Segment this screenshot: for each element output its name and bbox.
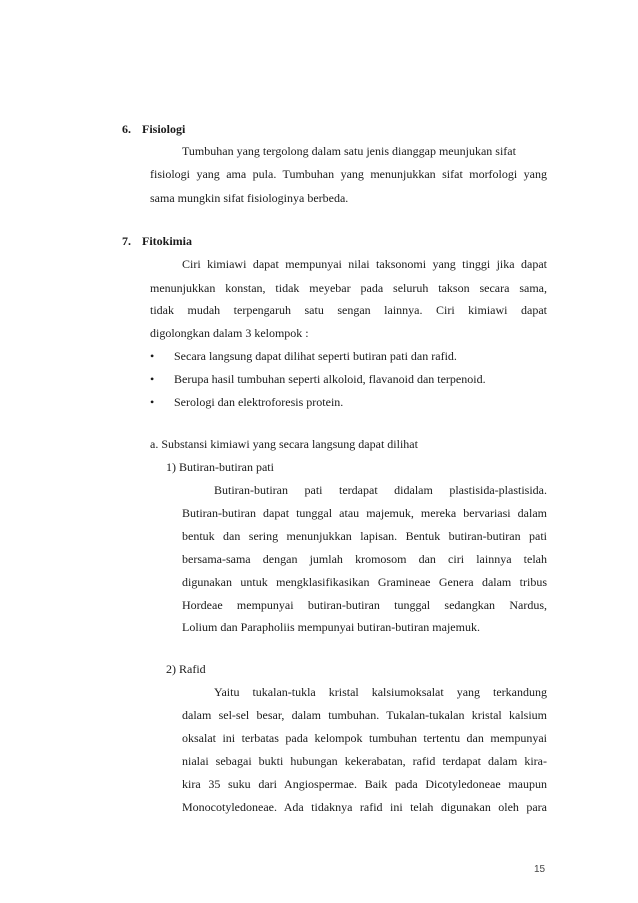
paragraph-line: Yaitu tukalan-tukla kristal kalsiumoksalat yang terkandung (214, 685, 547, 699)
paragraph-line: nialai sebagai bukti hubungan kekerabatan, rafid terdapat dalam kira- (182, 754, 547, 768)
paragraph-line: fisiologi yang ama pula. Tumbuhan yang menunjukkan sifat morfologi yang (150, 167, 547, 181)
paragraph-line: digolongkan dalam 3 kelompok : (150, 326, 309, 340)
paragraph-line: kira 35 suku dari Angiospermae. Baik pada Dicotyledoneae maupun (182, 777, 547, 791)
section-7-title: Fitokimia (142, 234, 192, 248)
paragraph-line: Butiran-butiran dapat tunggal atau majemuk, mereka bervariasi dalam (182, 506, 547, 520)
subsection-a-heading: a. Substansi kimiawi yang secara langsung dapat dilihat (150, 437, 418, 451)
paragraph-line: menunjukkan konstan, tidak meyebar pada seluruh takson secara sama, (150, 281, 547, 295)
paragraph-line: sama mungkin sifat fisiologinya berbeda. (150, 191, 349, 205)
paragraph-line: Monocotyledoneae. Ada tidaknya rafid ini telah digunakan oleh para (182, 800, 547, 814)
bullet-glyph: • (150, 395, 155, 409)
paragraph-line: Hordeae mempunyai butiran-butiran tunggal sedangkan Nardus, (182, 598, 547, 612)
section-7-heading (122, 234, 192, 249)
page-number: 15 (534, 864, 546, 875)
section-6-title: Fisiologi (142, 122, 186, 136)
paragraph-line: oksalat ini terbatas pada kelompok tumbuhan tertentu dan mempunyai (182, 731, 547, 745)
bullet-item: Berupa hasil tumbuhan seperti alkoloid, flavanoid dan terpenoid. (174, 372, 486, 386)
paragraph-line: Butiran-butiran pati terdapat didalam plastisida-plastisida. (214, 483, 547, 497)
paragraph-line: bersama-sama dengan jumlah kromosom dan ciri lainnya telah (182, 552, 547, 566)
paragraph-line: bentuk dan sering menunjukkan lapisan. Bentuk butiran-butiran pati (182, 529, 547, 543)
item-1-heading: 1) Butiran-butiran pati (166, 460, 274, 474)
paragraph-line: Lolium dan Parapholiis mempunyai butiran-butiran majemuk. (182, 620, 480, 634)
item-2-heading: 2) Rafid (166, 662, 206, 676)
section-6-heading (122, 122, 185, 137)
paragraph-line: tidak mudah terpengaruh satu sengan lainnya. Ciri kimiawi dapat (150, 303, 547, 317)
paragraph-line: digunakan untuk mengklasifikasikan Gramineae Genera dalam tribus (182, 575, 547, 589)
bullet-item: Serologi dan elektroforesis protein. (174, 395, 344, 409)
section-7-number: 7. (122, 234, 131, 248)
bullet-glyph: • (150, 372, 155, 386)
bullet-item: Secara langsung dapat dilihat seperti butiran pati dan rafid. (174, 349, 457, 363)
paragraph-line: dalam sel-sel besar, dalam tumbuhan. Tukalan-tukalan kristal kalsium (182, 708, 547, 722)
paragraph-line: Ciri kimiawi dapat mempunyai nilai taksonomi yang tinggi jika dapat (182, 257, 547, 271)
section-6-number: 6. (122, 122, 131, 136)
paragraph-line: Tumbuhan yang tergolong dalam satu jenis dianggap meunjukan sifat (182, 144, 516, 158)
bullet-glyph: • (150, 349, 155, 363)
